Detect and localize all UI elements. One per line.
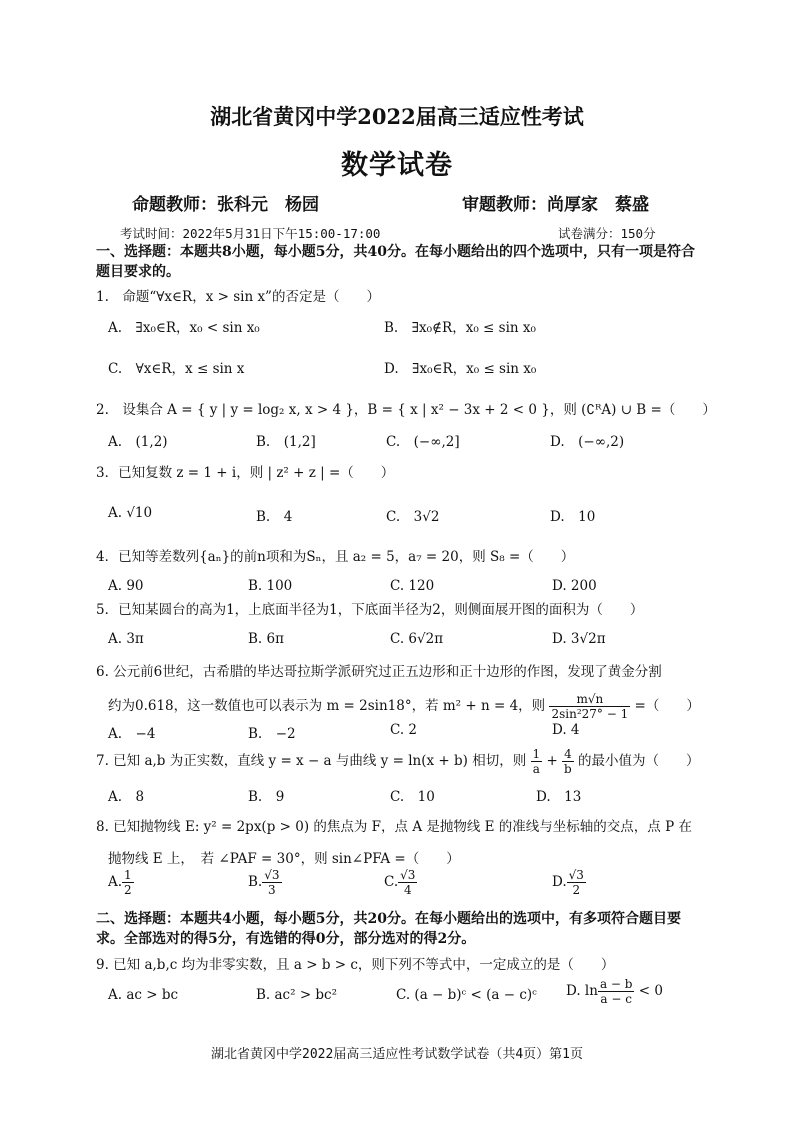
q8-option-c-denominator: 4: [403, 883, 412, 897]
q8-option-c: [384, 868, 417, 897]
section1-heading: 一、选择题：本题共8小题，每小题5分，共40分。在每小题给出的四个选项中，只有一项是符合题目要求的。: [96, 244, 695, 280]
q8-option-d-fraction: [567, 868, 586, 897]
q7-option-b: B. 9: [248, 789, 285, 805]
q8-option-b-denominator: 3: [268, 883, 276, 897]
q3-option-d: D. 10: [550, 509, 596, 525]
page-footer: 湖北省黄冈中学2022届高三适应性考试数学试卷（共4页）第1页: [211, 1047, 583, 1062]
q1-stem: 1. 命题“∀x∈R，x > sin x”的否定是（ ）: [96, 289, 380, 305]
full-score: 试卷满分：150分: [558, 226, 656, 241]
q6-fraction-numerator: m√n: [549, 692, 630, 707]
q8-option-a-numerator: 1: [124, 868, 132, 882]
q8-option-b: [248, 868, 282, 897]
q3-stem: 3．已知复数 z = 1 + i，则 | z² + z | =（ ）: [96, 465, 395, 481]
q7-option-d: D. 13: [536, 789, 582, 805]
q8-stem: 8. 已知抛物线 E: y² = 2px(p > 0) 的焦点为 F，点 A 是抛物线 E 的准线与坐标轴的交点，点 P 在: [96, 819, 692, 835]
q8-option-c-numerator: √3: [400, 868, 416, 882]
q5-option-c: C. 6√2π: [390, 631, 444, 647]
q3-option-a: A. √10: [108, 505, 153, 521]
q8-option-c-label: C.: [384, 874, 399, 890]
q9-option-b: B. ac² > bc²: [256, 987, 338, 1003]
q9-option-d-numerator: a − b: [599, 977, 633, 991]
q4-option-c: C. 120: [390, 578, 435, 594]
q2-stem: 2. 设集合 A = { y | y = log₂ x, x > 4 }，B = { x | x² − 3x + 2 < 0 }，则 (∁ᴿA) ∪ B =（ ）: [96, 402, 716, 418]
q1-option-b: B. ∃x₀∉R，x₀ ≤ sin x₀: [384, 320, 536, 336]
q7-fraction-1: [531, 747, 543, 776]
q3-option-c: C. 3√2: [386, 509, 440, 525]
q5-option-d: D. 3√2π: [552, 631, 606, 647]
q7-stem-tail: 的最小值为（ ）: [578, 753, 700, 769]
q8-option-d: [552, 868, 586, 897]
q5-stem: 5．已知某圆台的高为1，上底面半径为1，下底面半径为2，则侧面展开图的面积为（ ）: [96, 602, 644, 618]
q6-option-c: C. 2: [390, 722, 418, 738]
q8-option-b-label: B.: [248, 874, 263, 890]
q1-option-d: D. ∃x₀∈R，x₀ ≤ sin x₀: [384, 361, 537, 377]
q9-option-d-label: D. ln: [566, 983, 598, 999]
q8-option-a-label: A.: [108, 874, 123, 890]
q9-option-d-fraction: [598, 977, 635, 1006]
q9-option-c: C. (a − b)ᶜ < (a − c)ᶜ: [396, 987, 537, 1003]
exam-time: 考试时间：2022年5月31日下午15:00-17:00: [120, 226, 381, 241]
q7-option-c: C. 10: [390, 789, 435, 805]
q6-stem-text: 约为0.618，这一数值也可以表示为 m = 2sin18°，若 m² + n = 4，则: [108, 698, 546, 714]
q7-fraction-2: [562, 747, 574, 776]
q9-option-d-tail: < 0: [638, 983, 663, 999]
exam-title: 湖北省黄冈中学2022届高三适应性考试: [210, 104, 584, 129]
q8-option-c-fraction: [398, 868, 417, 897]
q7-fraction-2-denominator: b: [564, 762, 572, 776]
reviewer-teachers: 审题教师：尚厚家 蔡盛: [462, 195, 649, 215]
q8-option-d-denominator: 2: [572, 883, 581, 897]
q4-stem: 4．已知等差数列{aₙ}的前n项和为Sₙ，且 a₂ = 5，a₇ = 20，则 S₈ =（ ）: [96, 549, 575, 565]
q7-fraction-2-numerator: 4: [562, 747, 574, 762]
q8-option-d-label: D.: [552, 874, 567, 890]
q1-option-c: C. ∀x∈R，x ≤ sin x: [108, 361, 245, 377]
q8-option-a: [108, 868, 134, 897]
q6-stem: 6. 公元前6世纪，古希腊的毕达哥拉斯学派研究过正五边形和正十边形的作图，发现了黄金分割: [96, 664, 662, 680]
q3-option-b: B. 4: [256, 509, 293, 525]
q7-stem-line: [96, 747, 700, 776]
q5-option-b: B. 6π: [248, 631, 284, 647]
q7-fraction-1-numerator: 1: [532, 747, 541, 761]
q6-option-b: B. −2: [248, 726, 296, 742]
q7-stem: 7. 已知 a,b 为正实数，直线 y = x − a 与曲线 y = ln(x + b) 相切，则: [96, 753, 527, 769]
q6-fraction: [549, 692, 630, 721]
q6-fraction-denominator: 2sin²27° − 1: [551, 707, 629, 721]
q5-option-a: A. 3π: [108, 631, 144, 647]
q8-option-a-denominator: 2: [124, 883, 132, 897]
q4-option-a: A. 90: [108, 578, 144, 594]
q7-plus: +: [546, 753, 558, 769]
q9-stem: 9. 已知 a,b,c 均为非零实数，且 a > b > c，则下列不等式中，一定成立的是（ ）: [96, 957, 615, 973]
q4-option-d: D. 200: [552, 578, 597, 594]
q7-fraction-1-denominator: a: [532, 762, 540, 776]
q6-stem-tail: =（ ）: [634, 698, 700, 714]
q4-option-b: B. 100: [248, 578, 293, 594]
q6-stem-line2: [108, 692, 700, 721]
q9-option-a: A. ac > bc: [108, 987, 179, 1003]
setter-teachers: 命题教师：张科元 杨园: [132, 195, 319, 215]
q9-option-d-denominator: a − c: [600, 992, 632, 1006]
q2-option-d: D. (−∞,2): [550, 434, 625, 450]
q2-option-a: A. (1,2): [108, 434, 168, 450]
exam-subtitle: 数学试卷: [341, 150, 453, 181]
q1-option-a: A. ∃x₀∈R，x₀ < sin x₀: [108, 320, 260, 336]
q8-option-b-fraction: [262, 868, 281, 897]
q7-option-a: A. 8: [108, 789, 145, 805]
q2-option-c: C. (−∞,2]: [386, 434, 460, 450]
q6-option-d: D. 4: [552, 722, 580, 738]
section2-heading: 二、选择题：本题共4小题，每小题5分，共20分。在每小题给出的选项中，有多项符合题目要求。全部选对的得5分，有选错的得0分，部分选对的得2分。: [96, 911, 681, 947]
q6-option-a: A. −4: [108, 726, 156, 742]
q9-option-d: [566, 977, 663, 1006]
q8-option-d-numerator: √3: [568, 868, 584, 882]
q8-stem-line2: 抛物线 E 上， 若 ∠PAF = 30°，则 sin∠PFA =（ ）: [108, 851, 460, 867]
q2-option-b: B. (1,2]: [256, 434, 316, 450]
q8-option-b-numerator: √3: [264, 868, 280, 882]
q8-option-a-fraction: [122, 868, 134, 897]
